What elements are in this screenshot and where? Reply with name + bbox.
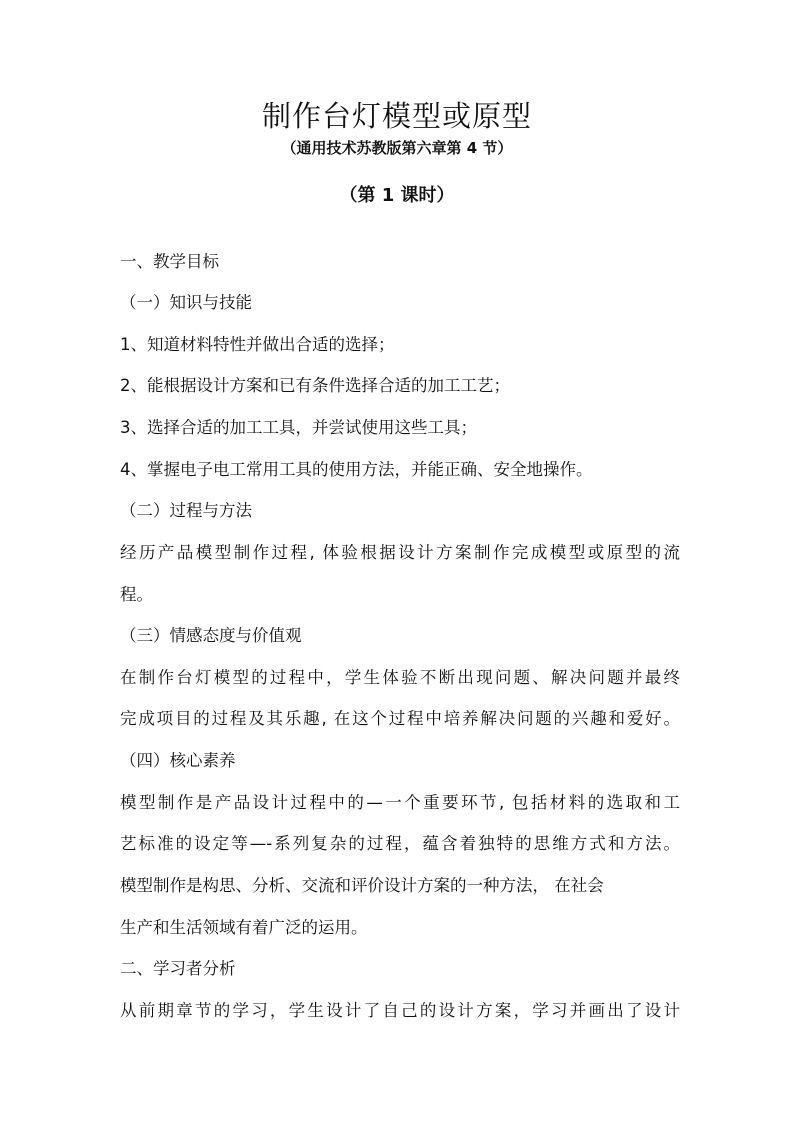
paragraph-line: 模型制作是构思、分析、交流和评价设计方案的一种方法， 在社会 [120,876,604,895]
objective-item-2: 2、能根据设计方案和已有条件选择合适的加工工艺； [120,376,510,395]
document-title: 制作台灯模型或原型 [261,99,532,133]
document-subtitle: （通用技术苏教版第六章第 4 节） [281,139,513,157]
objective-item-1: 1、知道材料特性并做出合适的选择； [120,335,395,354]
objective-item-4: 4、掌握电子电工常用工具的使用方法，并能正确、安全地操作。 [120,460,593,479]
paragraph-line: 经历产品模型制作过程, 体验根据设计方案制作完成模型或原型的流 [120,543,680,562]
paragraph-line: 艺标准的设定等—-系列复杂的过程，蕴含着独特的思维方式和方法。 [120,834,680,853]
lesson-label: （第 1 课时） [339,185,455,206]
section-heading-learner-analysis: 二、学习者分析 [120,959,236,978]
paragraph-line: 完成项目的过程及其乐趣, 在这个过程中培养解决问题的兴趣和爱好。 [120,709,680,728]
subsection-heading-attitude-values: （三）情感态度与价值观 [120,626,302,645]
paragraph-line: 从前期章节的学习，学生设计了自己的设计方案，学习并画出了设计 [120,1001,680,1020]
subsection-heading-process-method: （二）过程与方法 [120,501,252,520]
section-heading-objectives: 一、教学目标 [120,252,219,271]
paragraph-line: 程。 [120,585,153,604]
subsection-heading-core-literacy: （四）核心素养 [120,751,236,770]
subsection-heading-knowledge-skills: （一）知识与技能 [120,293,252,312]
paragraph-line: 模型制作是产品设计过程中的—一个重要环节, 包括材料的选取和工 [120,793,680,812]
paragraph-line: 生产和生活领域有着广泛的运用。 [120,918,368,937]
paragraph-line: 在制作台灯模型的过程中，学生体验不断出现问题、解决问题并最终 [120,668,680,687]
objective-item-3: 3、选择合适的加工工具，并尝试使用这些工具； [120,418,477,437]
